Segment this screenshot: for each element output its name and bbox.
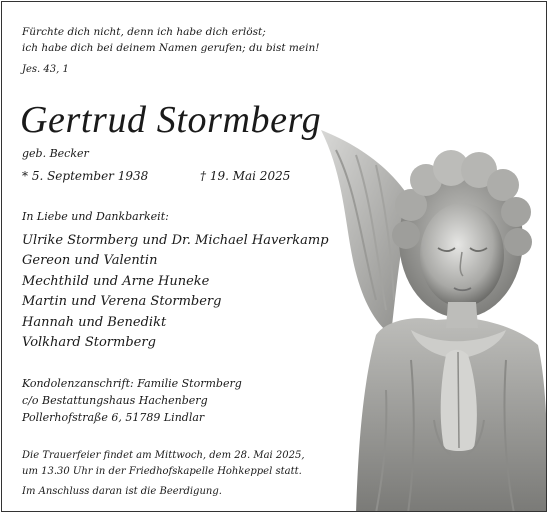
death-date: † 19. Mai 2025 bbox=[200, 169, 291, 183]
condolence-line: Pollerhofstraße 6, 51789 Lindlar bbox=[22, 411, 205, 424]
mourner-entry: Mechthild und Arne Huneke bbox=[22, 273, 210, 289]
birth-date: * 5. September 1938 bbox=[22, 169, 149, 183]
mourner-entry: Volkhard Stormberg bbox=[22, 335, 156, 351]
condolence-address bbox=[22, 375, 242, 426]
mourning-intro: In Liebe und Dankbarkeit: bbox=[22, 210, 169, 223]
mourner-entry: Hannah und Benedikt bbox=[22, 314, 167, 330]
mourner-entry: Martin und Verena Stormberg bbox=[22, 294, 222, 310]
funeral-info bbox=[22, 448, 305, 480]
condolence-line: Kondolenzanschrift: Familie Stormberg bbox=[22, 377, 242, 390]
praying-angel-image bbox=[316, 130, 546, 512]
deceased-name: Gertrud Stormberg bbox=[20, 99, 322, 141]
bible-verse-reference: Jes. 43, 1 bbox=[22, 64, 69, 75]
condolence-line: c/o Bestattungshaus Hachenberg bbox=[22, 394, 208, 407]
funeral-line: um 13.30 Uhr in der Friedhofskapelle Hohkeppel statt. bbox=[22, 466, 302, 477]
mourners-list bbox=[22, 231, 329, 353]
obituary-notice bbox=[1, 1, 547, 512]
bible-verse bbox=[22, 24, 319, 56]
funeral-line: Die Trauerfeier findet am Mittwoch, dem 28. Mai 2025, bbox=[22, 450, 305, 461]
bible-verse-line: Fürchte dich nicht, denn ich habe dich erlöst; bbox=[22, 26, 266, 38]
burial-note: Im Anschluss daran ist die Beerdigung. bbox=[22, 486, 222, 497]
mourner-entry: Gereon und Valentin bbox=[22, 253, 158, 269]
maiden-name: geb. Becker bbox=[22, 147, 89, 160]
mourner-entry: Ulrike Stormberg und Dr. Michael Haverkamp bbox=[22, 233, 329, 248]
bible-verse-line: ich habe dich bei deinem Namen gerufen; du bist mein! bbox=[22, 42, 320, 54]
